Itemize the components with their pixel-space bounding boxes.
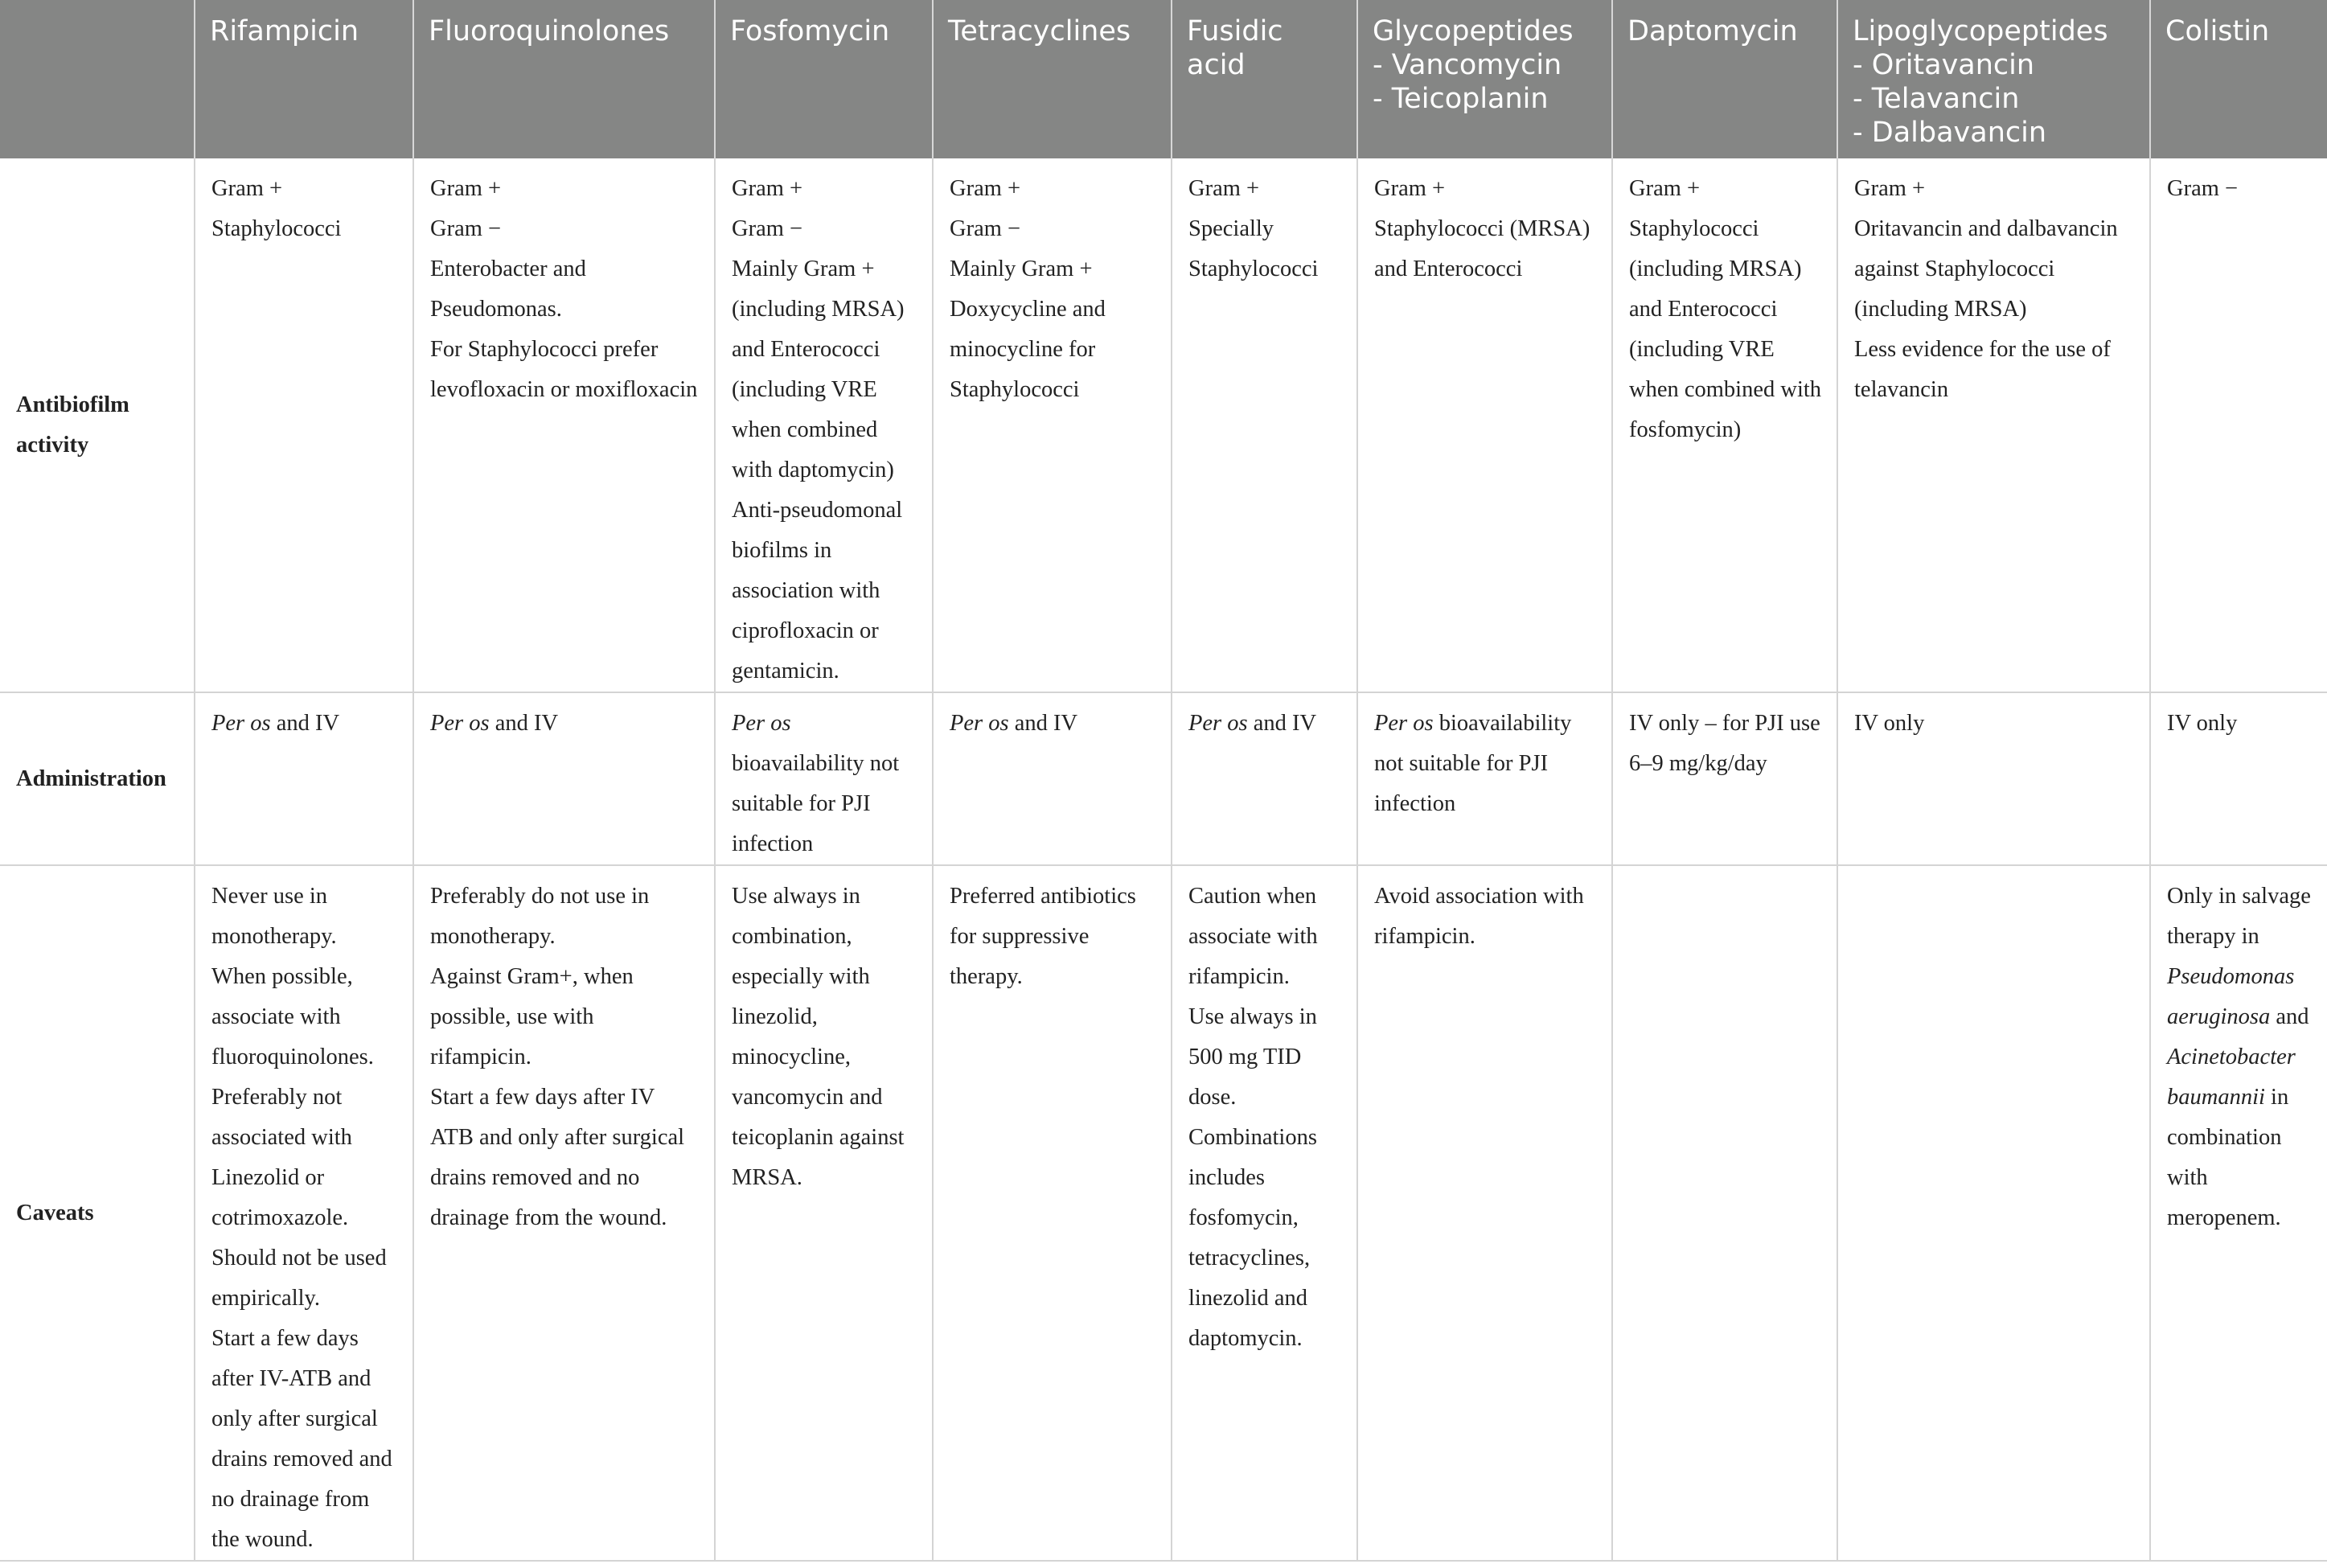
cell-text: bioavailability not suitable for PJI infection bbox=[732, 751, 900, 856]
cell-administration-daptomycin bbox=[1612, 692, 1837, 865]
row-label-text: Administration bbox=[16, 766, 166, 791]
cell-antibiofilm-tetracyclines bbox=[933, 158, 1172, 692]
cell-line: Gram + bbox=[1374, 176, 1446, 201]
header-daptomycin: Daptomycin bbox=[1612, 0, 1837, 158]
cell-line: Anti-pseudomonal biofilms in association with ciprofloxacin or gentamicin. bbox=[732, 498, 903, 683]
cell-antibiofilm-glycopeptides bbox=[1357, 158, 1612, 692]
cell-line: Start a few days after IV ATB and only after surgical drains removed and no drainage from the wound. bbox=[430, 1085, 685, 1230]
cell-line: Gram + bbox=[430, 176, 502, 201]
italic-term: Per os bbox=[950, 711, 1009, 736]
cell-antibiofilm-colistin bbox=[2150, 158, 2327, 692]
cell-administration-glycopeptides bbox=[1357, 692, 1612, 865]
italic-term: Per os bbox=[732, 711, 791, 736]
cell-line: Preferably not associated with Linezolid or cotrimoxazole. bbox=[211, 1085, 352, 1230]
cell-antibiofilm-rifampicin bbox=[195, 158, 413, 692]
cell-line: Staphylococci (MRSA) and Enterococci bbox=[1374, 216, 1590, 281]
row-label-administration bbox=[0, 692, 195, 865]
cell-line: Mainly Gram + bbox=[950, 257, 1093, 281]
cell-administration-fluoroquinolones bbox=[413, 692, 715, 865]
row-label-text: Caveats bbox=[16, 1200, 94, 1225]
cell-line: Gram + bbox=[1854, 176, 1926, 201]
cell-line: Oritavancin and dalbavancin against Staphylococci (including MRSA) bbox=[1854, 216, 2118, 322]
cell-line: Gram + bbox=[211, 176, 283, 201]
cell-text: and IV bbox=[1008, 711, 1078, 736]
cell-text: Only in salvage therapy in bbox=[2167, 884, 2311, 949]
cell-line: Enterobacter and Pseudomonas. bbox=[430, 257, 586, 322]
row-antibiofilm bbox=[0, 158, 2327, 692]
cell-text: and IV bbox=[270, 711, 340, 736]
cell-caveats-fosfomycin bbox=[715, 865, 933, 1561]
cell-text: in combination with meropenem. bbox=[2167, 1085, 2289, 1230]
cell-caveats-glycopeptides bbox=[1357, 865, 1612, 1561]
cell-text: IV only – for PJI use 6–9 mg/kg/day bbox=[1629, 711, 1820, 776]
cell-administration-tetracyclines bbox=[933, 692, 1172, 865]
italic-term: Per os bbox=[1188, 711, 1248, 736]
cell-antibiofilm-daptomycin bbox=[1612, 158, 1837, 692]
cell-text: bioavailability not suitable for PJI infection bbox=[1374, 711, 1572, 816]
cell-text: and bbox=[2270, 1004, 2309, 1029]
header-fusidic-acid: Fusidic acid bbox=[1172, 0, 1357, 158]
cell-caveats-colistin bbox=[2150, 865, 2327, 1561]
cell-administration-colistin bbox=[2150, 692, 2327, 865]
italic-term: Per os bbox=[430, 711, 490, 736]
row-label-caveats bbox=[0, 865, 195, 1561]
cell-line: Caution when associate with rifampicin. bbox=[1188, 884, 1318, 989]
cell-caveats-tetracyclines bbox=[933, 865, 1172, 1561]
cell-line: Gram + bbox=[950, 176, 1021, 201]
cell-administration-fusidic-acid bbox=[1172, 692, 1357, 865]
italic-term: Per os bbox=[211, 711, 271, 736]
cell-line: Use always in 500 mg TID dose. bbox=[1188, 1004, 1317, 1110]
cell-line: Gram − bbox=[950, 216, 1021, 241]
cell-administration-rifampicin bbox=[195, 692, 413, 865]
cell-antibiofilm-fusidic-acid bbox=[1172, 158, 1357, 692]
cell-caveats-fusidic-acid bbox=[1172, 865, 1357, 1561]
cell-line: Gram − bbox=[430, 216, 502, 241]
cell-text: and IV bbox=[489, 711, 559, 736]
cell-line: Use always in combination, especially with linezolid, minocycline, vancomycin and teicoplanin against MRSA. bbox=[732, 884, 905, 1190]
cell-line: Staphylococci bbox=[211, 216, 342, 241]
header-corner bbox=[0, 0, 195, 158]
cell-line: Avoid association with rifampicin. bbox=[1374, 884, 1584, 949]
header-colistin: Colistin bbox=[2150, 0, 2327, 158]
cell-line: Combinations includes fosfomycin, tetracyclines, linezolid and daptomycin. bbox=[1188, 1125, 1317, 1351]
cell-text: IV only bbox=[2167, 711, 2238, 736]
cell-antibiofilm-fosfomycin bbox=[715, 158, 933, 692]
row-label-text: Antibiofilm activity bbox=[16, 392, 129, 458]
italic-term: Pseudomonas aeruginosa bbox=[2167, 964, 2295, 1029]
cell-line: Should not be used empirically. bbox=[211, 1246, 387, 1311]
cell-line: Against Gram+, when possible, use with rifampicin. bbox=[430, 964, 634, 1069]
row-administration bbox=[0, 692, 2327, 865]
cell-antibiofilm-fluoroquinolones bbox=[413, 158, 715, 692]
cell-text: and IV bbox=[1247, 711, 1317, 736]
cell-line: Gram − bbox=[2167, 176, 2239, 201]
header-tetracyclines: Tetracyclines bbox=[933, 0, 1172, 158]
cell-administration-fosfomycin bbox=[715, 692, 933, 865]
header-fosfomycin: Fosfomycin bbox=[715, 0, 933, 158]
cell-line: Never use in monotherapy. bbox=[211, 884, 337, 949]
cell-line: Doxycycline and minocycline for Staphylococci bbox=[950, 297, 1106, 402]
cell-caveats-rifampicin bbox=[195, 865, 413, 1561]
cell-administration-lipoglycopeptides bbox=[1837, 692, 2150, 865]
cell-line: Mainly Gram + (including MRSA) and Enterococci (including VRE when combined with daptomycin) bbox=[732, 257, 905, 482]
cell-text: IV only bbox=[1854, 711, 1925, 736]
cell-line: Gram − bbox=[732, 216, 803, 241]
row-caveats bbox=[0, 865, 2327, 1561]
cell-line: Preferred antibiotics for suppressive therapy. bbox=[950, 884, 1136, 989]
row-label-antibiofilm bbox=[0, 158, 195, 692]
cell-line: Gram + bbox=[1629, 176, 1701, 201]
header-fluoroquinolones: Fluoroquinolones bbox=[413, 0, 715, 158]
cell-caveats-lipoglycopeptides bbox=[1837, 865, 2150, 1561]
cell-line: When possible, associate with fluoroquinolones. bbox=[211, 964, 374, 1069]
cell-caveats-fluoroquinolones bbox=[413, 865, 715, 1561]
header-rifampicin: Rifampicin bbox=[195, 0, 413, 158]
cell-line: Gram + bbox=[1188, 176, 1260, 201]
italic-term: Acinetobacter baumannii bbox=[2167, 1045, 2296, 1110]
cell-line: Staphylococci (including MRSA) and Enterococci (including VRE when combined with fosfomycin) bbox=[1629, 216, 1822, 442]
cell-line: Specially Staphylococci bbox=[1188, 216, 1319, 281]
header-lipoglycopeptides: Lipoglycopeptides - Oritavancin - Telavancin - Dalbavancin bbox=[1837, 0, 2150, 158]
cell-line: Start a few days after IV-ATB and only after surgical drains removed and no drainage from the wound. bbox=[211, 1326, 392, 1552]
cell-line: For Staphylococci prefer levofloxacin or moxifloxacin bbox=[430, 337, 698, 402]
cell-line: Less evidence for the use of telavancin bbox=[1854, 337, 2111, 402]
cell-line: Gram + bbox=[732, 176, 803, 201]
cell-line: Preferably do not use in monotherapy. bbox=[430, 884, 650, 949]
italic-term: Per os bbox=[1374, 711, 1434, 736]
header-row bbox=[0, 0, 2327, 158]
cell-antibiofilm-lipoglycopeptides bbox=[1837, 158, 2150, 692]
header-glycopeptides: Glycopeptides - Vancomycin - Teicoplanin bbox=[1357, 0, 1612, 158]
cell-caveats-daptomycin bbox=[1612, 865, 1837, 1561]
